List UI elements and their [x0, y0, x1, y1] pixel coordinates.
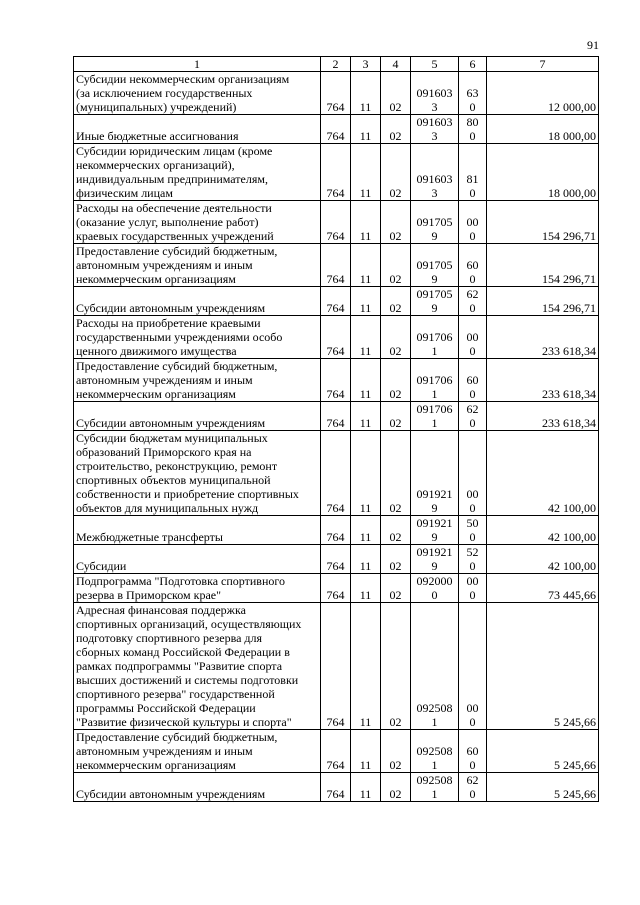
- row-target-cell: 091921 9: [411, 516, 459, 545]
- row-section-cell: 11: [351, 72, 381, 115]
- row-section-cell: 11: [351, 316, 381, 359]
- row-name-cell: Иные бюджетные ассигнования: [74, 115, 321, 144]
- table-row: [74, 516, 599, 545]
- row-section-cell: 11: [351, 603, 381, 730]
- row-amount-cell: 5 245,66: [487, 773, 599, 802]
- table-row: [74, 574, 599, 603]
- row-type-cell: 52 0: [459, 545, 487, 574]
- table-row: [74, 115, 599, 144]
- table-row: [74, 359, 599, 402]
- row-code-cell: 764: [321, 603, 351, 730]
- row-subsection-cell: 02: [381, 316, 411, 359]
- row-type-cell: 00 0: [459, 316, 487, 359]
- row-amount-cell: 233 618,34: [487, 316, 599, 359]
- row-amount-cell: 18 000,00: [487, 144, 599, 201]
- row-section-cell: 11: [351, 730, 381, 773]
- row-name-cell: Межбюджетные трансферты: [74, 516, 321, 545]
- table-row: [74, 773, 599, 802]
- table-row: [74, 144, 599, 201]
- row-target-cell: 091705 9: [411, 244, 459, 287]
- row-subsection-cell: 02: [381, 431, 411, 516]
- table-row: [74, 72, 599, 115]
- row-target-cell: 091706 1: [411, 402, 459, 431]
- row-target-cell: 091921 9: [411, 545, 459, 574]
- row-section-cell: 11: [351, 359, 381, 402]
- header-cell: 3: [351, 57, 381, 72]
- row-code-cell: 764: [321, 431, 351, 516]
- row-name-cell: Субсидии юридическим лицам (кроме некоммерческих организаций), индивидуальным предпринимателям, физическим лицам: [74, 144, 321, 201]
- row-amount-cell: 154 296,71: [487, 287, 599, 316]
- row-subsection-cell: 02: [381, 603, 411, 730]
- row-type-cell: 00 0: [459, 603, 487, 730]
- row-section-cell: 11: [351, 574, 381, 603]
- row-amount-cell: 233 618,34: [487, 359, 599, 402]
- row-target-cell: 092508 1: [411, 730, 459, 773]
- table-row: [74, 603, 599, 730]
- budget-table: [73, 56, 599, 802]
- row-subsection-cell: 02: [381, 545, 411, 574]
- row-amount-cell: 154 296,71: [487, 244, 599, 287]
- row-subsection-cell: 02: [381, 574, 411, 603]
- row-name-cell: Субсидии: [74, 545, 321, 574]
- table-row: [74, 316, 599, 359]
- row-target-cell: 091603 3: [411, 72, 459, 115]
- header-cell: 4: [381, 57, 411, 72]
- row-name-cell: Предоставление субсидий бюджетным, автономным учреждениям и иным некоммерческим организациям: [74, 730, 321, 773]
- row-amount-cell: 5 245,66: [487, 730, 599, 773]
- row-section-cell: 11: [351, 773, 381, 802]
- row-type-cell: 81 0: [459, 144, 487, 201]
- row-section-cell: 11: [351, 144, 381, 201]
- row-name-cell: Подпрограмма "Подготовка спортивного резерва в Приморском крае": [74, 574, 321, 603]
- row-target-cell: 091706 1: [411, 316, 459, 359]
- row-section-cell: 11: [351, 201, 381, 244]
- row-target-cell: 091705 9: [411, 287, 459, 316]
- row-amount-cell: 73 445,66: [487, 574, 599, 603]
- table-row: [74, 545, 599, 574]
- row-amount-cell: 42 100,00: [487, 431, 599, 516]
- row-name-cell: Субсидии автономным учреждениям: [74, 402, 321, 431]
- row-code-cell: 764: [321, 72, 351, 115]
- row-amount-cell: 42 100,00: [487, 516, 599, 545]
- row-section-cell: 11: [351, 244, 381, 287]
- row-name-cell: Расходы на обеспечение деятельности (оказание услуг, выполнение работ) краевых государственных учреждений: [74, 201, 321, 244]
- header-cell: 1: [74, 57, 321, 72]
- row-type-cell: 80 0: [459, 115, 487, 144]
- row-type-cell: 62 0: [459, 287, 487, 316]
- row-name-cell: Предоставление субсидий бюджетным, автономным учреждениям и иным некоммерческим организациям: [74, 359, 321, 402]
- row-type-cell: 00 0: [459, 574, 487, 603]
- row-section-cell: 11: [351, 545, 381, 574]
- row-code-cell: 764: [321, 516, 351, 545]
- row-type-cell: 60 0: [459, 730, 487, 773]
- page-number: 91: [587, 38, 599, 52]
- row-code-cell: 764: [321, 574, 351, 603]
- row-code-cell: 764: [321, 730, 351, 773]
- row-section-cell: 11: [351, 115, 381, 144]
- row-subsection-cell: 02: [381, 201, 411, 244]
- row-target-cell: 092000 0: [411, 574, 459, 603]
- row-code-cell: 764: [321, 115, 351, 144]
- row-amount-cell: 233 618,34: [487, 402, 599, 431]
- table-row: [74, 287, 599, 316]
- row-subsection-cell: 02: [381, 244, 411, 287]
- header-row: [74, 57, 599, 72]
- row-name-cell: Субсидии бюджетам муниципальных образований Приморского края на строительство, реконструкцию, ремонт спортивных объектов муниципальной собственности и приобретение спортивных объектов для муниципальных нужд: [74, 431, 321, 516]
- row-subsection-cell: 02: [381, 72, 411, 115]
- row-subsection-cell: 02: [381, 402, 411, 431]
- row-type-cell: 60 0: [459, 359, 487, 402]
- row-subsection-cell: 02: [381, 773, 411, 802]
- row-section-cell: 11: [351, 516, 381, 545]
- row-amount-cell: 5 245,66: [487, 603, 599, 730]
- row-section-cell: 11: [351, 402, 381, 431]
- header-cell: 6: [459, 57, 487, 72]
- row-name-cell: Расходы на приобретение краевыми государственными учреждениями особо ценного движимого имущества: [74, 316, 321, 359]
- row-subsection-cell: 02: [381, 516, 411, 545]
- row-amount-cell: 12 000,00: [487, 72, 599, 115]
- row-code-cell: 764: [321, 201, 351, 244]
- row-type-cell: 62 0: [459, 773, 487, 802]
- row-target-cell: 091706 1: [411, 359, 459, 402]
- row-target-cell: 092508 1: [411, 603, 459, 730]
- row-section-cell: 11: [351, 287, 381, 316]
- row-name-cell: Субсидии автономным учреждениям: [74, 773, 321, 802]
- row-amount-cell: 18 000,00: [487, 115, 599, 144]
- row-subsection-cell: 02: [381, 144, 411, 201]
- row-target-cell: 092508 1: [411, 773, 459, 802]
- row-target-cell: 091603 3: [411, 115, 459, 144]
- header-cell: 2: [321, 57, 351, 72]
- table-row: [74, 201, 599, 244]
- row-target-cell: 091705 9: [411, 201, 459, 244]
- row-type-cell: 62 0: [459, 402, 487, 431]
- row-target-cell: 091921 9: [411, 431, 459, 516]
- row-amount-cell: 42 100,00: [487, 545, 599, 574]
- table-row: [74, 730, 599, 773]
- row-subsection-cell: 02: [381, 359, 411, 402]
- row-code-cell: 764: [321, 773, 351, 802]
- row-section-cell: 11: [351, 431, 381, 516]
- row-name-cell: Субсидии автономным учреждениям: [74, 287, 321, 316]
- row-subsection-cell: 02: [381, 115, 411, 144]
- table-row: [74, 402, 599, 431]
- header-cell: 5: [411, 57, 459, 72]
- row-code-cell: 764: [321, 287, 351, 316]
- row-target-cell: 091603 3: [411, 144, 459, 201]
- row-type-cell: 63 0: [459, 72, 487, 115]
- row-name-cell: Адресная финансовая поддержка спортивных организаций, осуществляющих подготовку спортивного резерва для сборных команд Российской Федерации в рамках подпрограммы "Развитие спорта высших достижений и системы подготовки спортивного резерва" государственной программы Российской Федерации "Развитие физической культуры и спорта": [74, 603, 321, 730]
- row-name-cell: Субсидии некоммерческим организациям (за исключением государственных (муниципальных) учреждений): [74, 72, 321, 115]
- row-type-cell: 00 0: [459, 431, 487, 516]
- row-code-cell: 764: [321, 402, 351, 431]
- row-type-cell: 00 0: [459, 201, 487, 244]
- row-name-cell: Предоставление субсидий бюджетным, автономным учреждениям и иным некоммерческим организациям: [74, 244, 321, 287]
- row-code-cell: 764: [321, 359, 351, 402]
- row-code-cell: 764: [321, 316, 351, 359]
- header-cell: 7: [487, 57, 599, 72]
- row-subsection-cell: 02: [381, 730, 411, 773]
- row-subsection-cell: 02: [381, 287, 411, 316]
- row-type-cell: 60 0: [459, 244, 487, 287]
- row-code-cell: 764: [321, 144, 351, 201]
- row-code-cell: 764: [321, 244, 351, 287]
- row-amount-cell: 154 296,71: [487, 201, 599, 244]
- row-code-cell: 764: [321, 545, 351, 574]
- table-row: [74, 431, 599, 516]
- row-type-cell: 50 0: [459, 516, 487, 545]
- table-row: [74, 244, 599, 287]
